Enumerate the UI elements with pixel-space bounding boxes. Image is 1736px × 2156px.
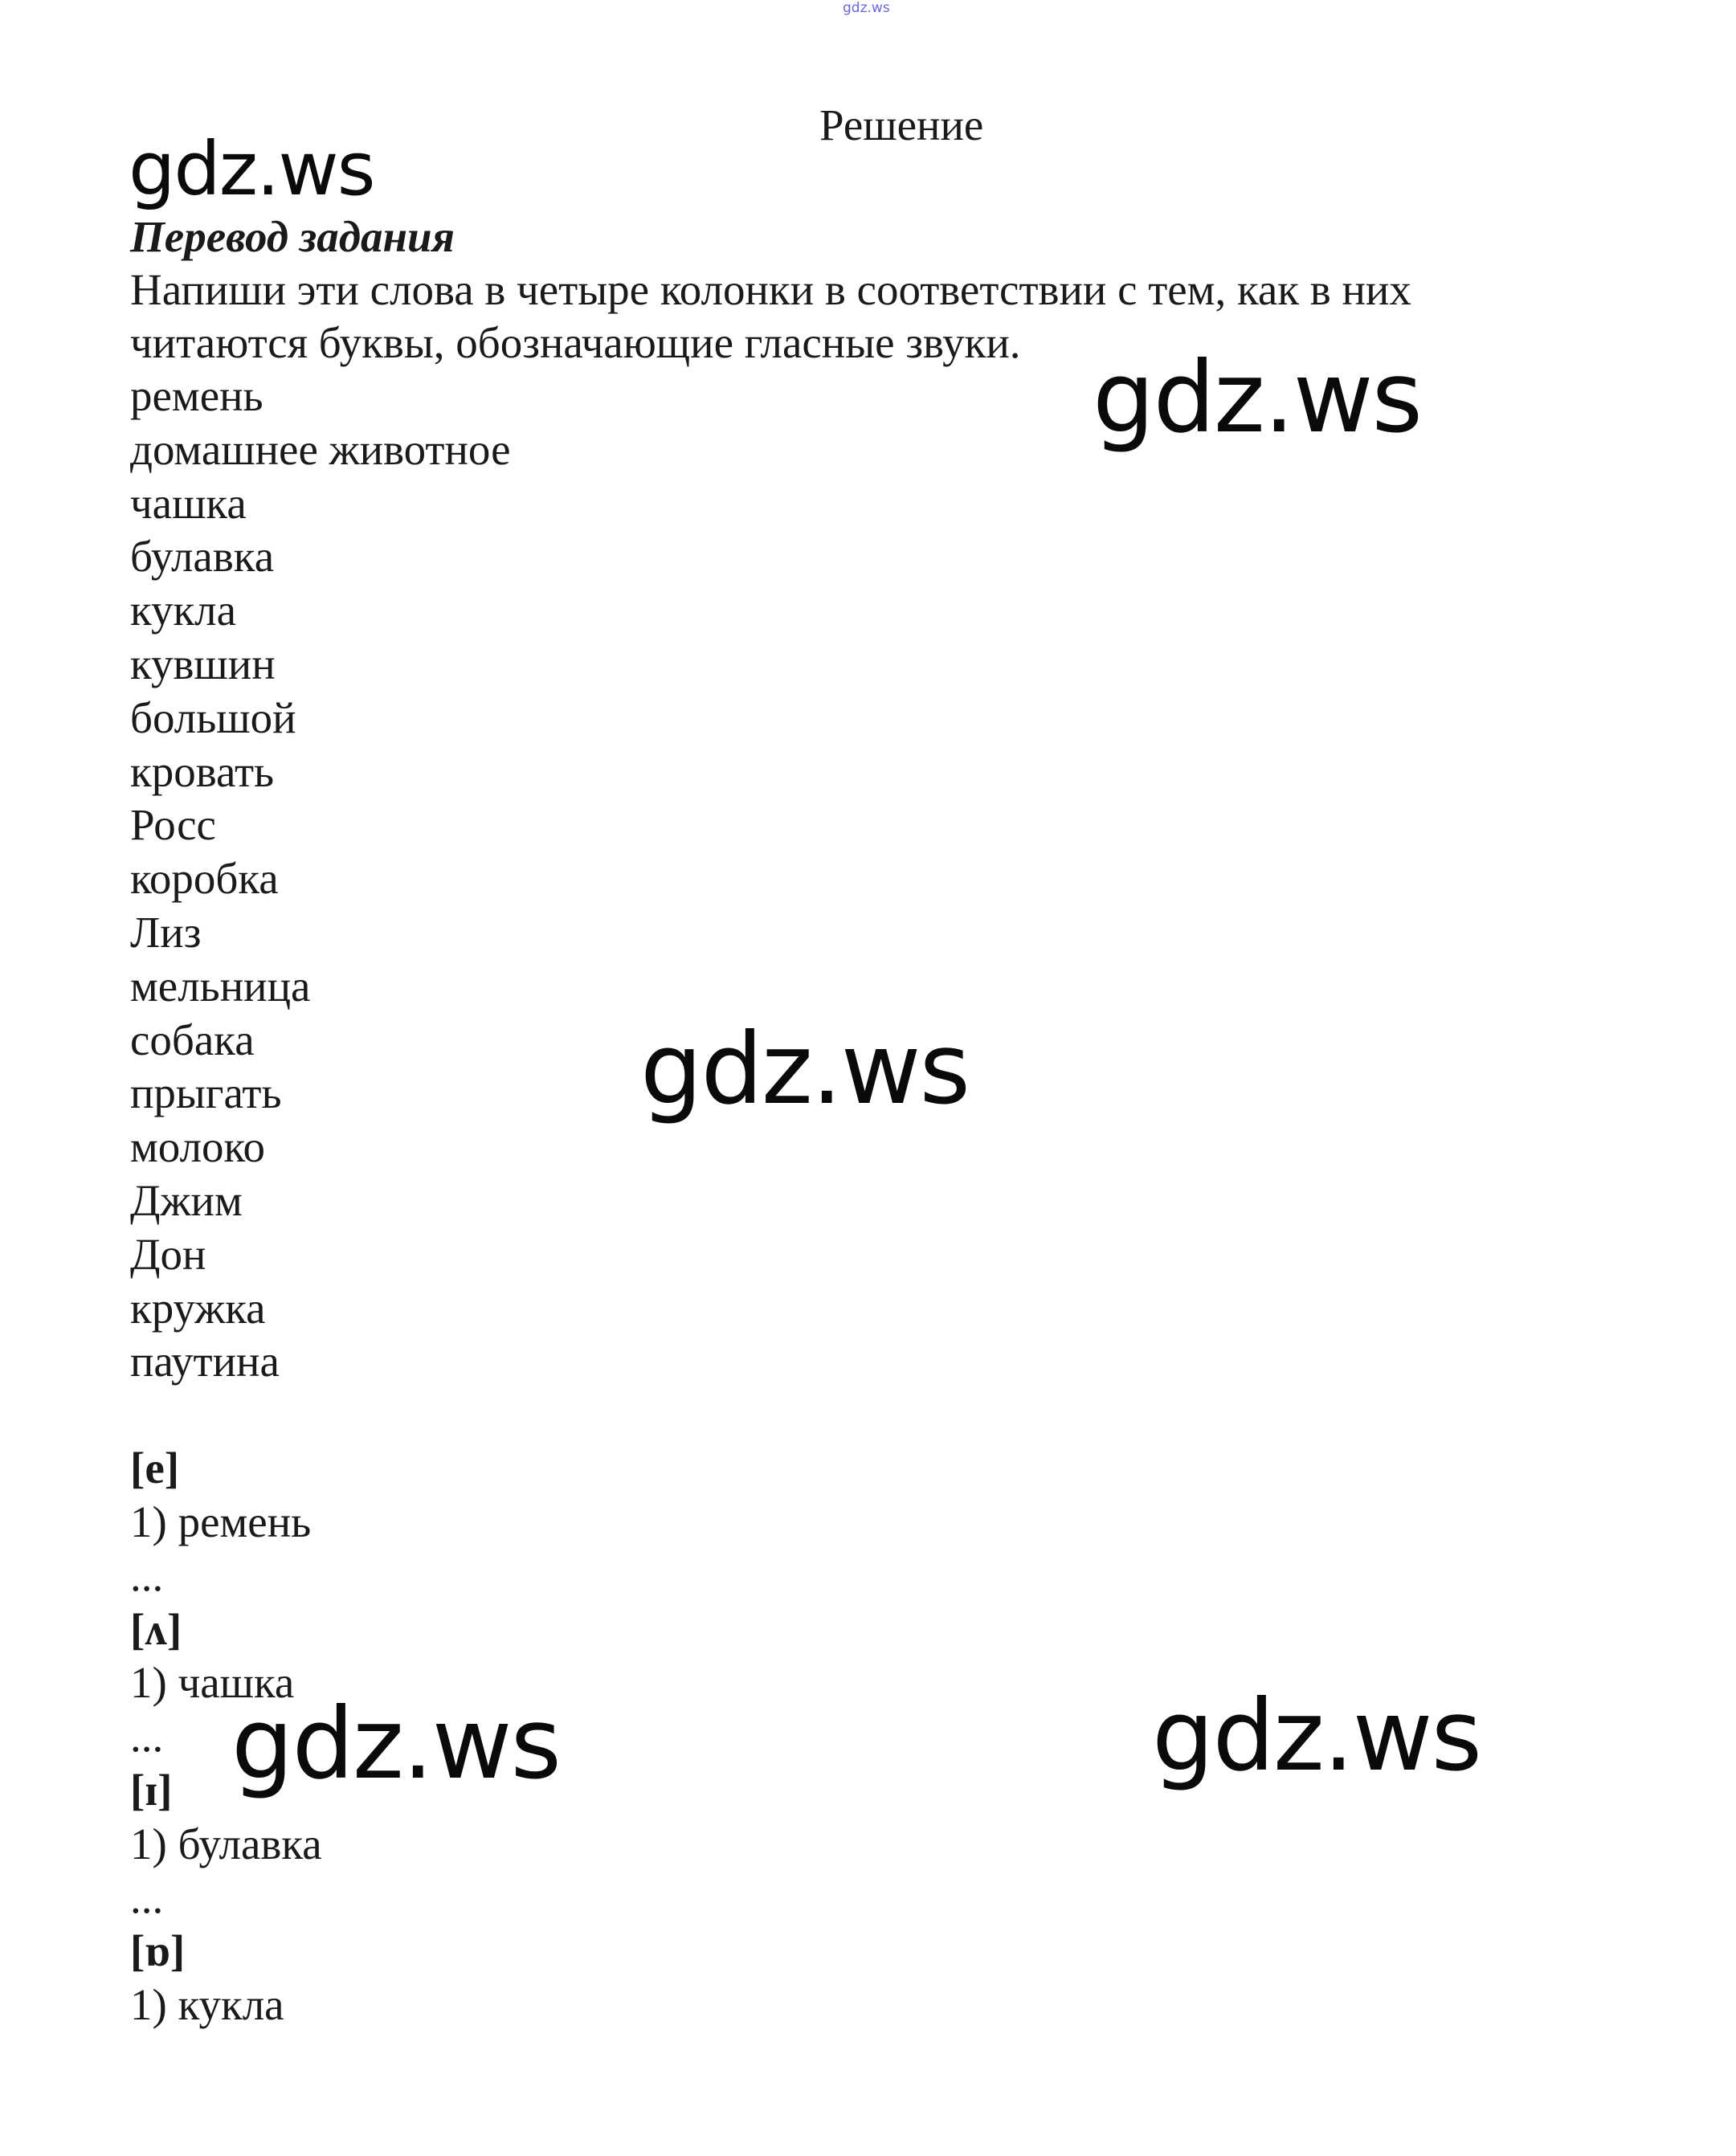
top-watermark-text: gdz.ws (843, 0, 890, 16)
word-list (130, 370, 1592, 1389)
word-item: кровать (130, 746, 275, 796)
word-item: прыгать (130, 1068, 282, 1118)
sound-item: 1) кукла (130, 1980, 284, 2030)
document-body (130, 210, 1592, 2032)
sound-heading: [ɪ] (130, 1765, 173, 1815)
section-subtitle: Перевод задания (130, 212, 455, 261)
sound-group (130, 1925, 1592, 2032)
word-item: большой (130, 692, 296, 742)
word-item: молоко (130, 1122, 265, 1172)
sound-item: 1) чашка (130, 1658, 295, 1708)
word-item: Лиз (130, 907, 202, 957)
word-item: Дон (130, 1229, 206, 1279)
word-item: мельница (130, 961, 311, 1011)
word-item: Росс (130, 800, 216, 850)
word-item: чашка (130, 478, 247, 528)
word-item: коробка (130, 854, 279, 904)
sound-heading: [e] (130, 1443, 180, 1493)
sound-heading: [ɒ] (130, 1926, 186, 1976)
ellipsis: ... (130, 1872, 164, 1922)
sound-group (130, 1442, 1592, 1603)
task-text: Напиши эти слова в четыре колонки в соответствии с тем, как в них читаются буквы, обозначающие гласные звуки. (130, 265, 1411, 367)
watermark-logo: gdz.ws (231, 1687, 561, 1801)
word-item: кружка (130, 1283, 266, 1333)
word-item: кувшин (130, 639, 276, 688)
sound-group (130, 1764, 1592, 1925)
ellipsis: ... (130, 1712, 164, 1762)
watermark-logo: gdz.ws (1093, 341, 1422, 455)
word-item: собака (130, 1015, 255, 1064)
sound-group (130, 1603, 1592, 1764)
word-item: кукла (130, 586, 237, 635)
watermark-logo: gdz.ws (640, 1012, 970, 1126)
sound-heading: [ʌ] (130, 1604, 182, 1654)
ellipsis: ... (130, 1550, 164, 1600)
word-item: ремень (130, 371, 263, 420)
word-item: булавка (130, 532, 275, 582)
sound-item: 1) булавка (130, 1819, 322, 1868)
page-title: Решение (819, 100, 984, 149)
word-item: паутина (130, 1337, 280, 1386)
answer-groups (130, 1442, 1592, 2032)
word-item: Джим (130, 1175, 243, 1225)
watermark-logo: gdz.ws (129, 126, 374, 212)
word-item: домашнее животное (130, 424, 511, 474)
watermark-logo: gdz.ws (1152, 1679, 1481, 1793)
sound-item: 1) ремень (130, 1497, 312, 1546)
